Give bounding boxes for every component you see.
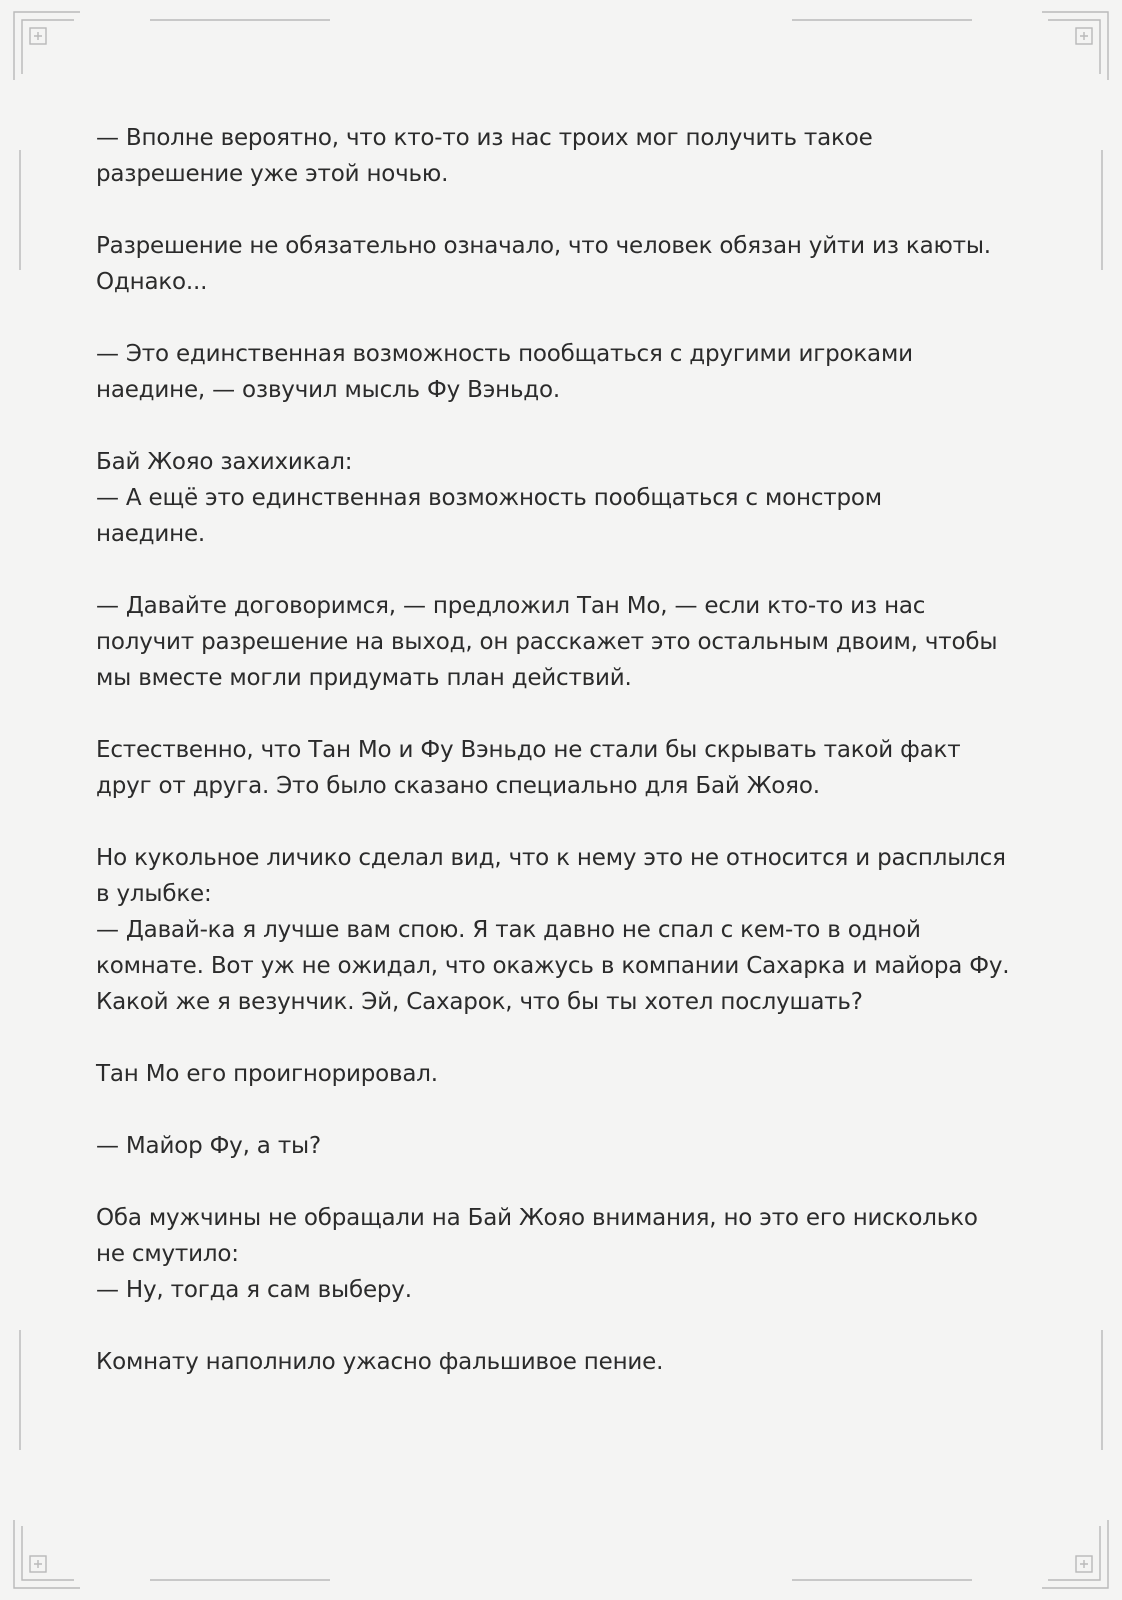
paragraph: [96, 1056, 1036, 1092]
paragraph: [96, 840, 1036, 1020]
text-line: — Ну, тогда я сам выберу.: [96, 1277, 412, 1303]
paragraph: [96, 732, 1036, 804]
text-line: Однако...: [96, 269, 208, 295]
text-line: Оба мужчины не обращали на Бай Жояо внимания, но это его нисколько: [96, 1205, 978, 1231]
paragraph: [96, 588, 1036, 696]
text-line: друг от друга. Это было сказано специально для Бай Жояо.: [96, 773, 820, 799]
text-line: — Давайте договоримся, — предложил Тан Мо, — если кто-то из нас: [96, 593, 926, 619]
paragraph: [96, 1344, 1036, 1380]
paragraph: [96, 444, 1036, 552]
text-line: Бай Жояо захихикал:: [96, 449, 353, 475]
paragraph: [96, 228, 1036, 300]
text-line: Тан Мо его проигнорировал.: [96, 1061, 438, 1087]
text-line: Но кукольное личико сделал вид, что к нему это не относится и расплылся: [96, 845, 1006, 871]
text-line: Комнату наполнило ужасно фальшивое пение.: [96, 1349, 664, 1375]
text-line: наедине, — озвучил мысль Фу Вэньдо.: [96, 377, 560, 403]
text-line: — Майор Фу, а ты?: [96, 1133, 321, 1159]
paragraph: [96, 336, 1036, 408]
text-line: разрешение уже этой ночью.: [96, 161, 449, 187]
paragraph: [96, 120, 1036, 192]
text-line: наедине.: [96, 521, 206, 547]
body-text: [96, 120, 1036, 1416]
text-line: — А ещё это единственная возможность пообщаться с монстром: [96, 485, 882, 511]
text-line: получит разрешение на выход, он расскажет это остальным двоим, чтобы: [96, 629, 998, 655]
paragraph: [96, 1128, 1036, 1164]
text-line: Разрешение не обязательно означало, что человек обязан уйти из каюты.: [96, 233, 991, 259]
paragraph: [96, 1200, 1036, 1308]
text-line: — Это единственная возможность пообщаться с другими игроками: [96, 341, 913, 367]
text-line: Какой же я везунчик. Эй, Сахарок, что бы ты хотел послушать?: [96, 989, 863, 1015]
text-line: — Вполне вероятно, что кто-то из нас троих мог получить такое: [96, 125, 873, 151]
text-line: — Давай-ка я лучше вам спою. Я так давно не спал с кем-то в одной: [96, 917, 921, 943]
text-line: не смутило:: [96, 1241, 239, 1267]
text-line: мы вместе могли придумать план действий.: [96, 665, 632, 691]
text-line: комнате. Вот уж не ожидал, что окажусь в компании Сахарка и майора Фу.: [96, 953, 1010, 979]
text-line: Естественно, что Тан Мо и Фу Вэньдо не стали бы скрывать такой факт: [96, 737, 961, 763]
text-line: в улыбке:: [96, 881, 212, 907]
